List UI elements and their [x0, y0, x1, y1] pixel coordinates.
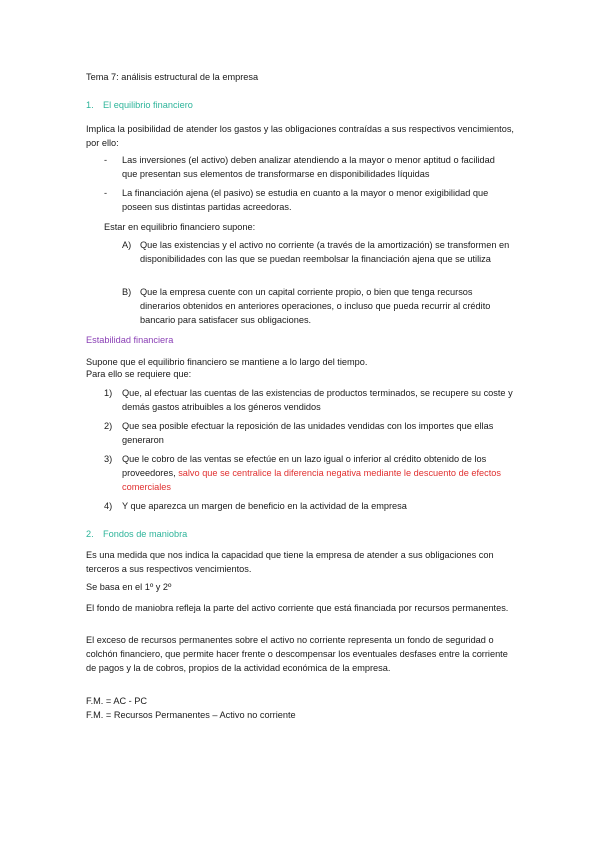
- formula-2: F.M. = Recursos Permanentes – Activo no corriente: [86, 710, 296, 720]
- section-1-title: El equilibrio financiero: [103, 100, 193, 110]
- numbered-marker: 2): [104, 421, 113, 431]
- numbered-item: [122, 452, 518, 494]
- section-1-number: 1.: [86, 100, 94, 110]
- numbered-item: Que sea posible efectuar la reposición de las unidades vendidas con los importes que ellas generaron: [122, 421, 494, 445]
- letter-item: Que las existencias y el activo no corriente (a través de la amortización) se transformen en disponibilidades con las que se puedan reembolsar la financiación ajena que se utiliza: [140, 240, 510, 264]
- highlighted-text: salvo que se centralice la diferencia negativa mediante le descuento de efectos comerciales: [122, 468, 501, 492]
- bullet-item: La financiación ajena (el pasivo) se estudia en cuanto a la mayor o menor exigibilidad que poseen sus distintas partidas acreedoras.: [122, 188, 489, 212]
- formula-1: F.M. = AC - PC: [86, 696, 148, 706]
- stability-line-2: Para ello se requiere que:: [86, 369, 192, 379]
- stability-heading: Estabilidad financiera: [86, 335, 174, 345]
- stability-line-1: Supone que el equilibrio financiero se mantiene a lo largo del tiempo.: [86, 357, 368, 367]
- section-2-paragraph-4: El exceso de recursos permanentes sobre el activo no corriente representa un fondo de seguridad o colchón financiero, que permite hacer frente o descompensar los eventuales desfases entre la corriente de pagos y la de cobros, propios de la actividad económica de la empresa.: [86, 635, 508, 673]
- numbered-marker: 4): [104, 501, 113, 511]
- equilibrium-lead: Estar en equilibrio financiero supone:: [104, 222, 256, 232]
- letter-marker: A): [122, 240, 132, 250]
- numbered-marker: 1): [104, 388, 113, 398]
- document-title: Tema 7: análisis estructural de la empresa: [86, 72, 259, 82]
- section-2-heading: [86, 527, 516, 541]
- section-2-title: Fondos de maniobra: [103, 529, 188, 539]
- section-1-heading: [86, 98, 516, 112]
- letter-item: Que la empresa cuente con un capital corriente propio, o bien que tenga recursos dinerarios obtenidos en anteriores operaciones, o incluso que pueda recurrir al crédito bancario para satisfacer sus obligaciones.: [140, 287, 491, 325]
- bullet-marker: -: [104, 155, 108, 165]
- numbered-item: Y que aparezca un margen de beneficio en la actividad de la empresa: [122, 501, 407, 511]
- bullet-marker: -: [104, 188, 108, 198]
- letter-marker: B): [122, 287, 132, 297]
- numbered-marker: 3): [104, 454, 113, 464]
- section-2-number: 2.: [86, 529, 94, 539]
- bullet-item: Las inversiones (el activo) deben analizar atendiendo a la mayor o menor aptitud o facilidad que presentan sus elementos de transformarse en disponibilidades líquidas: [122, 155, 495, 179]
- numbered-item: Que, al efectuar las cuentas de las existencias de productos terminados, se recupere su coste y demás gastos atribuibles a los géneros vendidos: [122, 388, 513, 412]
- section-2-paragraph-1: Es una medida que nos indica la capacidad que tiene la empresa de atender a sus obligaciones con terceros a sus respectivos vencimientos.: [86, 550, 494, 574]
- section-2-paragraph-3: El fondo de maniobra refleja la parte del activo corriente que está financiada por recursos permanentes.: [86, 603, 509, 613]
- numbered-item-text: Que le cobro de las ventas se efectúe en un lazo igual o inferior al crédito obtenido de los proveedores,: [122, 454, 487, 478]
- section-1-intro: Implica la posibilidad de atender los gastos y las obligaciones contraídas a sus respectivos vencimientos, por ello:: [86, 124, 514, 148]
- section-2-paragraph-2: Se basa en el 1º y 2º: [86, 582, 172, 592]
